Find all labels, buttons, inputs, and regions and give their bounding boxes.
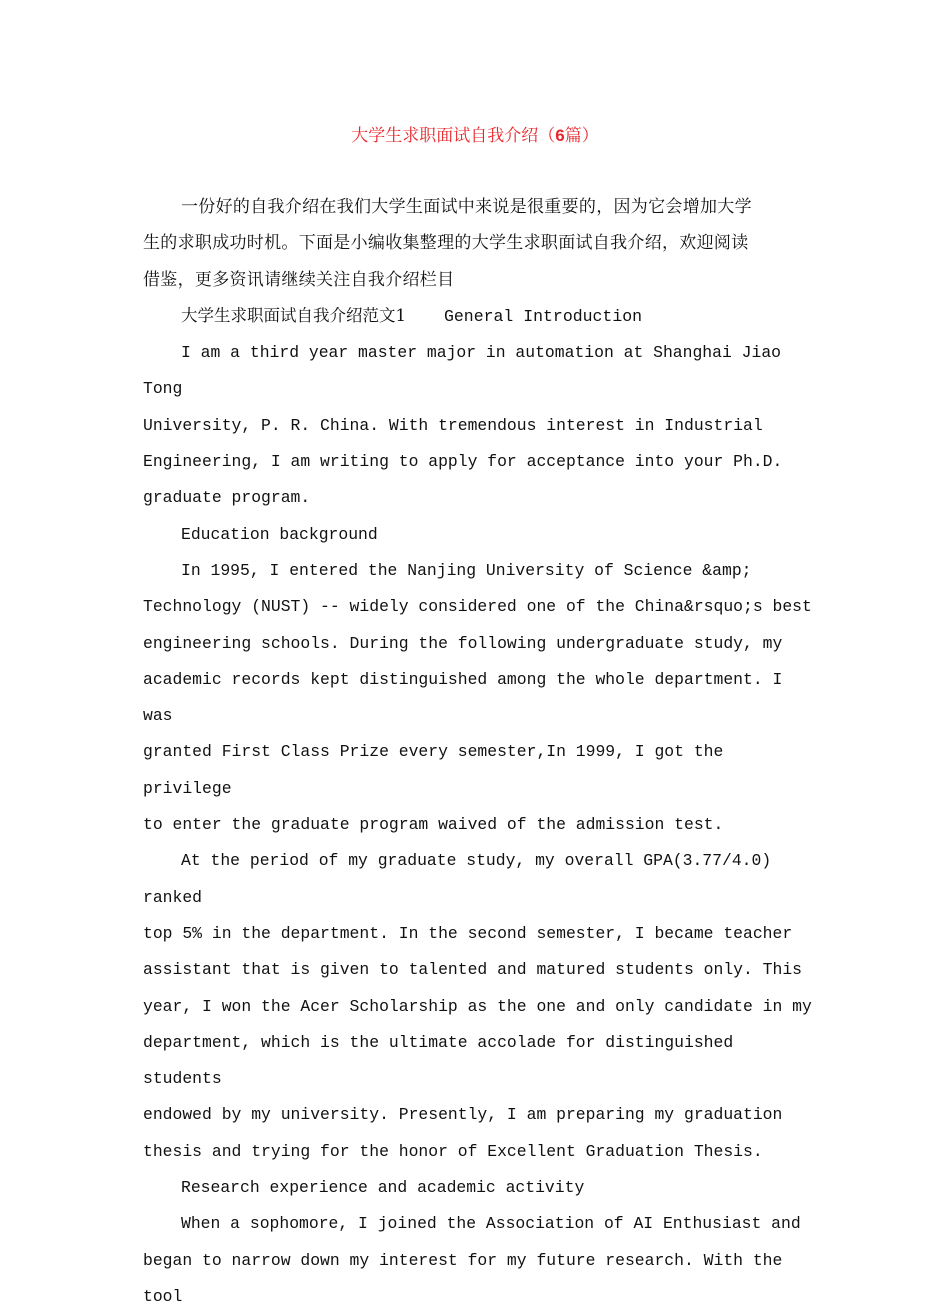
sample-heading [143,298,813,335]
sample-heading-cn: 大学生求职面试自我介绍范文1 [181,305,406,325]
intro-paragraph: 一份好的自我介绍在我们大学生面试中来说是很重要的，因为它会增加大学 生的求职成功时机。下面是小编收集整理的大学生求职面试自我介绍，欢迎阅读 借鉴，更多资讯请继续关注自我介绍栏目 [143,197,752,290]
sample-heading-en: General Introduction [444,306,643,326]
title-end: 篇） [564,126,599,146]
document-body [143,189,813,1315]
general-introduction-paragraph: I am a third year master major in automation at Shanghai Jiao Tong University, P. R. China. With tremendous interest in Industrial Engineering, I am writing to apply for acceptance into your Ph.D. graduate program. [143,343,783,508]
education-heading: Education background [181,524,378,544]
document-title [0,124,950,148]
title-count: 6 [555,126,565,145]
research-paragraph: When a sophomore, I joined the Association of AI Enthusiast and began to narrow down my interest for my future research. With the tool [143,1214,801,1306]
research-heading: Research experience and academic activity [181,1178,585,1198]
education-paragraph-1: In 1995, I entered the Nanjing University of Science &amp; Technology (NUST) -- widely considered one of the China&rsquo;s best engineering schools. During the following undergraduate study, my academic records kept distinguished among the whole department. I was granted First Class Prize every semester,In 1999, I got the privilege to enter the graduate program waived of the admission test. [143,560,812,835]
title-text: 大学生求职面试自我介绍（ [351,126,556,146]
education-paragraph-2: At the period of my graduate study, my overall GPA(3.77/4.0) ranked top 5% in the department. In the second semester, I became teacher assistant that is given to talented and matured students only. This year, I won the Acer Scholarship as the one and only candidate in my department, which is the ultimate accolade for distinguished students endowed by my university. Presently, I am preparing my graduation thesis and trying for the honor of Excellent Graduation Thesis. [143,851,812,1161]
